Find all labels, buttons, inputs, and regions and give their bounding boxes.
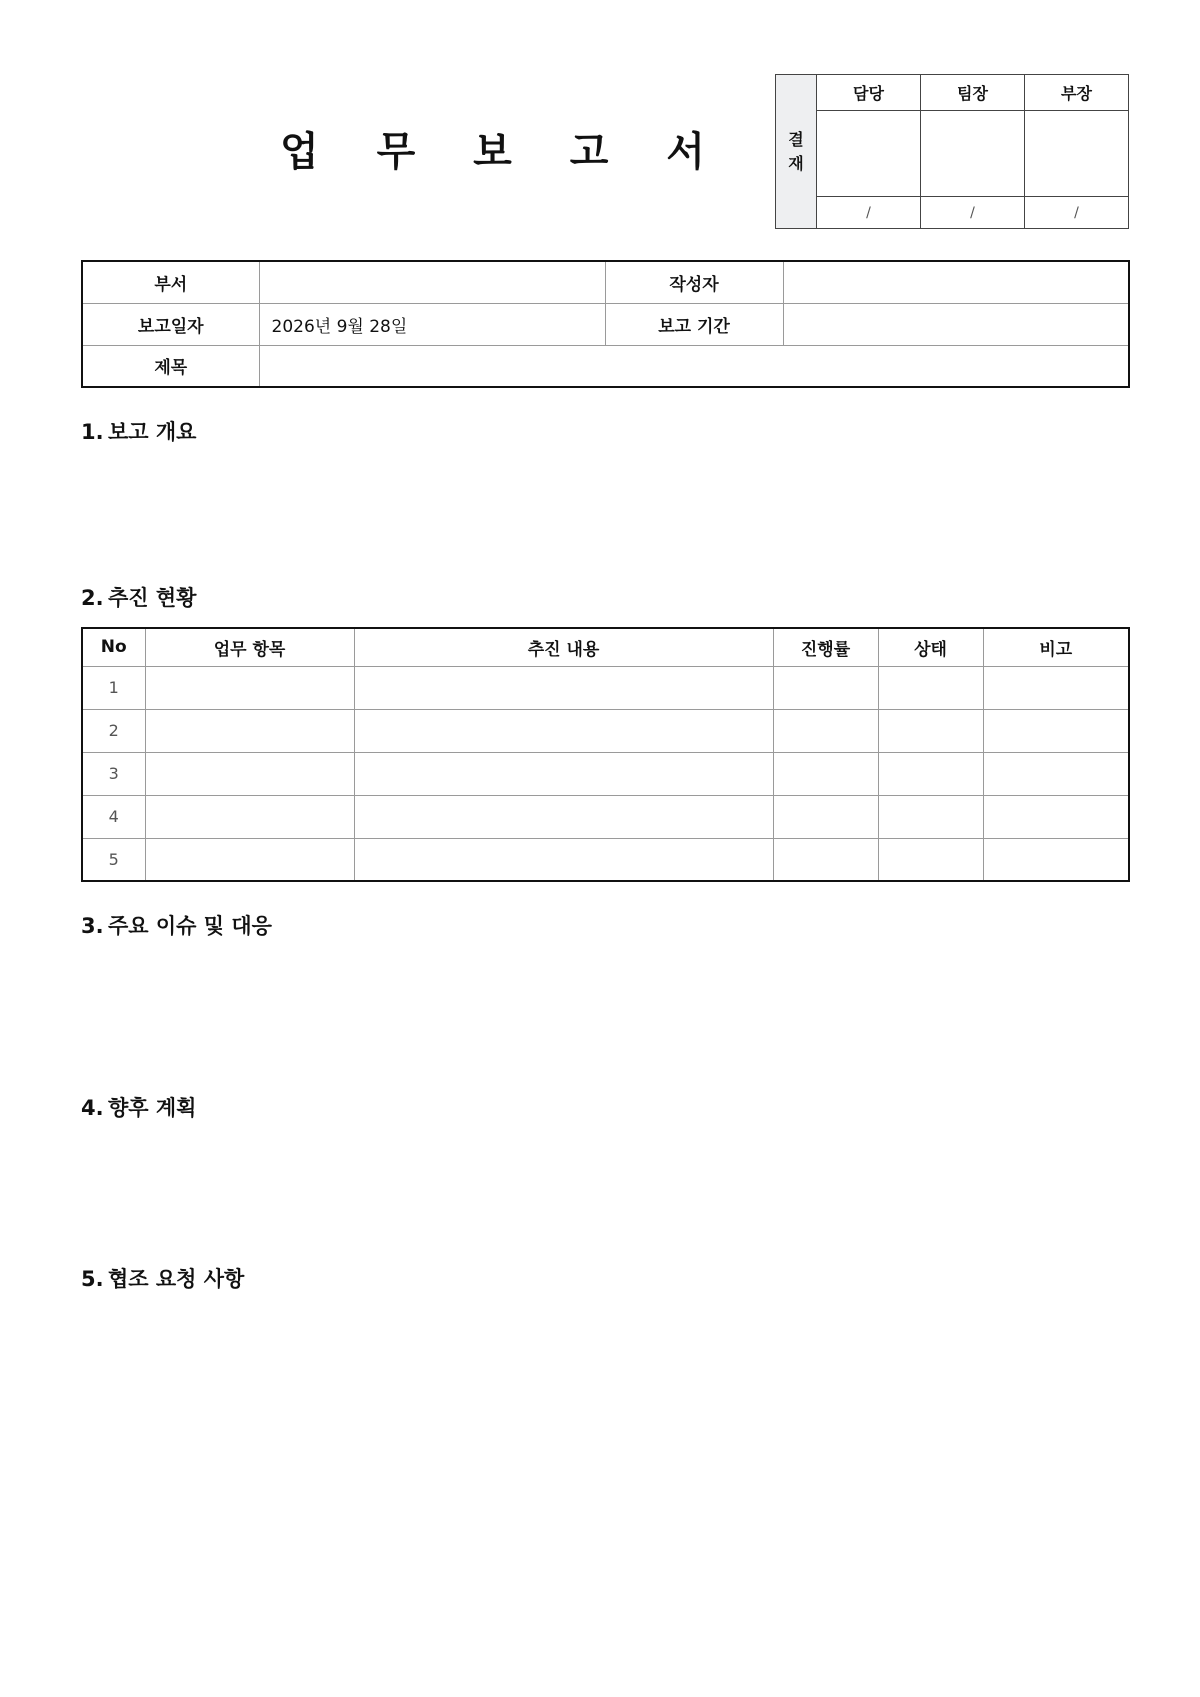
note-cell[interactable] xyxy=(983,666,1129,709)
approval-sign-manager[interactable] xyxy=(1025,111,1129,197)
table-row xyxy=(82,666,1129,709)
row-number: 1 xyxy=(82,666,145,709)
document-title: 업 무 보 고 서 xyxy=(280,129,727,175)
report-period-label: 보고 기간 xyxy=(605,303,783,345)
task-cell[interactable] xyxy=(145,838,354,881)
author-field[interactable] xyxy=(783,261,1129,303)
info-table xyxy=(81,260,1130,388)
note-cell[interactable] xyxy=(983,709,1129,752)
status-cell[interactable] xyxy=(878,752,983,795)
section-title: 보고 개요 xyxy=(108,420,197,444)
row-number: 3 xyxy=(82,752,145,795)
section-heading-progress xyxy=(81,582,196,612)
note-cell[interactable] xyxy=(983,795,1129,838)
section-heading-issues xyxy=(81,910,272,940)
table-row xyxy=(82,752,1129,795)
section-heading-overview xyxy=(81,416,196,446)
row-number: 2 xyxy=(82,709,145,752)
section-number: 5. xyxy=(81,1267,104,1291)
table-row xyxy=(82,795,1129,838)
approval-side-label xyxy=(776,75,817,229)
approval-side-char-1: 결 xyxy=(788,129,804,149)
task-cell[interactable] xyxy=(145,795,354,838)
col-header-note: 비고 xyxy=(983,628,1129,666)
section-heading-plan xyxy=(81,1092,196,1122)
approval-sign-team-lead[interactable] xyxy=(921,111,1025,197)
col-header-progress: 진행률 xyxy=(773,628,878,666)
report-date-label: 보고일자 xyxy=(82,303,259,345)
dept-field[interactable] xyxy=(259,261,605,303)
progress-table-header xyxy=(82,628,1129,666)
col-header-status: 상태 xyxy=(878,628,983,666)
approval-role-manager: 부장 xyxy=(1025,75,1129,111)
content-cell[interactable] xyxy=(354,709,773,752)
status-cell[interactable] xyxy=(878,666,983,709)
col-header-task: 업무 항목 xyxy=(145,628,354,666)
status-cell[interactable] xyxy=(878,795,983,838)
approval-sign-staff[interactable] xyxy=(817,111,921,197)
note-cell[interactable] xyxy=(983,752,1129,795)
task-cell[interactable] xyxy=(145,709,354,752)
approval-role-staff: 담당 xyxy=(817,75,921,111)
table-row xyxy=(82,838,1129,881)
row-number: 5 xyxy=(82,838,145,881)
section-title: 향후 계획 xyxy=(108,1096,197,1120)
approval-date-staff[interactable]: / xyxy=(817,197,921,229)
status-cell[interactable] xyxy=(878,709,983,752)
table-row xyxy=(82,709,1129,752)
section-title: 주요 이슈 및 대응 xyxy=(108,914,272,938)
note-cell[interactable] xyxy=(983,838,1129,881)
section-number: 1. xyxy=(81,420,104,444)
report-period-field[interactable] xyxy=(783,303,1129,345)
section-number: 2. xyxy=(81,586,104,610)
approval-role-team-lead: 팀장 xyxy=(921,75,1025,111)
approval-date-team-lead[interactable]: / xyxy=(921,197,1025,229)
progress-cell[interactable] xyxy=(773,709,878,752)
content-cell[interactable] xyxy=(354,752,773,795)
section-heading-cooperation xyxy=(81,1263,244,1293)
task-cell[interactable] xyxy=(145,752,354,795)
section-number: 4. xyxy=(81,1096,104,1120)
task-cell[interactable] xyxy=(145,666,354,709)
content-cell[interactable] xyxy=(354,838,773,881)
col-header-no: No xyxy=(82,628,145,666)
progress-cell[interactable] xyxy=(773,666,878,709)
content-cell[interactable] xyxy=(354,666,773,709)
section-number: 3. xyxy=(81,914,104,938)
section-title: 협조 요청 사항 xyxy=(108,1267,245,1291)
report-date-field[interactable]: 2026년 9월 28일 xyxy=(259,303,605,345)
dept-label: 부서 xyxy=(82,261,259,303)
approval-box xyxy=(775,74,1129,229)
progress-cell[interactable] xyxy=(773,795,878,838)
progress-cell[interactable] xyxy=(773,838,878,881)
progress-table xyxy=(81,627,1130,882)
row-number: 4 xyxy=(82,795,145,838)
approval-date-manager[interactable]: / xyxy=(1025,197,1129,229)
content-cell[interactable] xyxy=(354,795,773,838)
subject-label: 제목 xyxy=(82,345,259,387)
col-header-content: 추진 내용 xyxy=(354,628,773,666)
status-cell[interactable] xyxy=(878,838,983,881)
author-label: 작성자 xyxy=(605,261,783,303)
progress-cell[interactable] xyxy=(773,752,878,795)
subject-field[interactable] xyxy=(259,345,1129,387)
section-title: 추진 현황 xyxy=(108,586,197,610)
approval-side-char-2: 재 xyxy=(788,153,804,173)
